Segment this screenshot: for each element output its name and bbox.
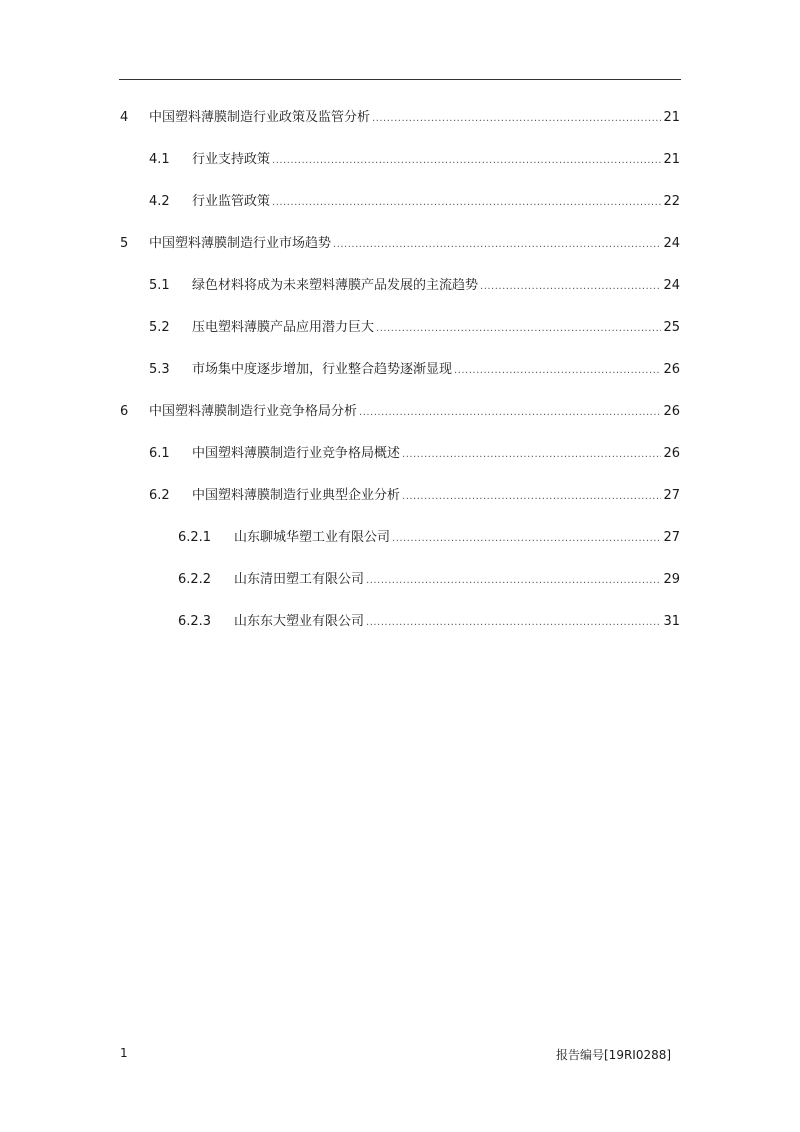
toc-dot-leader bbox=[272, 151, 661, 171]
toc-entry-title: 山东东大塑业有限公司 bbox=[234, 614, 365, 629]
toc-dot-leader bbox=[333, 235, 661, 255]
toc-dot-leader bbox=[402, 487, 661, 507]
toc-entry-title: 市场集中度逐步增加，行业整合趋势逐渐显现 bbox=[192, 362, 453, 377]
toc-dot-leader bbox=[372, 109, 661, 129]
toc-entry-title: 中国塑料薄膜制造行业竞争格局概述 bbox=[192, 446, 401, 461]
toc-entry-number: 6.1 bbox=[149, 446, 170, 461]
toc-entry-number: 6.2 bbox=[149, 488, 170, 503]
toc-dot-leader bbox=[454, 361, 661, 381]
toc-entry-number: 5.2 bbox=[149, 320, 170, 335]
toc-entry-6-2[interactable] bbox=[149, 486, 680, 506]
toc-dot-leader bbox=[376, 319, 661, 339]
toc-entry-title: 中国塑料薄膜制造行业政策及监管分析 bbox=[149, 110, 371, 125]
toc-entry-page: 24 bbox=[663, 236, 680, 251]
toc-entry-5-3[interactable] bbox=[149, 360, 680, 380]
toc-entry-page: 31 bbox=[663, 614, 680, 629]
toc-entry-title: 绿色材料将成为未来塑料薄膜产品发展的主流趋势 bbox=[192, 278, 479, 293]
footer-report-code: 报告编号[19RI0288] bbox=[556, 1048, 672, 1062]
toc-entry-page: 24 bbox=[663, 278, 680, 293]
toc-entry-4-1[interactable] bbox=[149, 150, 680, 170]
toc-entry-4[interactable] bbox=[120, 108, 680, 128]
toc-entry-number: 5 bbox=[120, 236, 129, 251]
toc-entry-6-2-3[interactable] bbox=[178, 612, 680, 632]
toc-entry-page: 26 bbox=[663, 404, 680, 419]
toc-dot-leader bbox=[480, 277, 661, 297]
toc-entry-number: 4.1 bbox=[149, 152, 170, 167]
toc-entry-6-2-2[interactable] bbox=[178, 570, 680, 590]
toc-entry-title: 山东聊城华塑工业有限公司 bbox=[234, 530, 391, 545]
toc-dot-leader bbox=[366, 571, 661, 591]
toc-entry-title: 行业支持政策 bbox=[192, 152, 271, 167]
toc-entry-5-1[interactable] bbox=[149, 276, 680, 296]
toc-dot-leader bbox=[359, 403, 661, 423]
toc-entry-page: 21 bbox=[663, 152, 680, 167]
toc-entry-page: 21 bbox=[663, 110, 680, 125]
toc-entry-title: 行业监管政策 bbox=[192, 194, 271, 209]
toc-entry-4-2[interactable] bbox=[149, 192, 680, 212]
toc-entry-number: 6.2.1 bbox=[178, 530, 212, 545]
toc-entry-title: 压电塑料薄膜产品应用潜力巨大 bbox=[192, 320, 375, 335]
toc-entry-6-1[interactable] bbox=[149, 444, 680, 464]
toc-entry-title: 中国塑料薄膜制造行业市场趋势 bbox=[149, 236, 332, 251]
toc-entry-number: 6 bbox=[120, 404, 129, 419]
toc-entry-number: 4.2 bbox=[149, 194, 170, 209]
toc-entry-page: 22 bbox=[663, 194, 680, 209]
toc-entry-title: 中国塑料薄膜制造行业竞争格局分析 bbox=[149, 404, 358, 419]
toc-entry-number: 6.2.2 bbox=[178, 572, 212, 587]
toc-dot-leader bbox=[272, 193, 661, 213]
toc-entry-5-2[interactable] bbox=[149, 318, 680, 338]
toc-entry-5[interactable] bbox=[120, 234, 680, 254]
footer-page-number: 1 bbox=[120, 1046, 128, 1060]
toc-entry-page: 26 bbox=[663, 446, 680, 461]
toc-entry-page: 29 bbox=[663, 572, 680, 587]
toc-entry-6[interactable] bbox=[120, 402, 680, 422]
toc-entry-number: 6.2.3 bbox=[178, 614, 212, 629]
toc-entry-page: 27 bbox=[663, 488, 680, 503]
toc-entry-title: 山东清田塑工有限公司 bbox=[234, 572, 365, 587]
toc-entry-page: 27 bbox=[663, 530, 680, 545]
toc-entry-title: 中国塑料薄膜制造行业典型企业分析 bbox=[192, 488, 401, 503]
toc-entry-number: 5.1 bbox=[149, 278, 170, 293]
toc-dot-leader bbox=[402, 445, 661, 465]
toc-entry-page: 25 bbox=[663, 320, 680, 335]
toc-entry-page: 26 bbox=[663, 362, 680, 377]
toc-entry-number: 4 bbox=[120, 110, 129, 125]
toc-entry-6-2-1[interactable] bbox=[178, 528, 680, 548]
toc-entry-number: 5.3 bbox=[149, 362, 170, 377]
toc-dot-leader bbox=[392, 529, 661, 549]
toc-dot-leader bbox=[366, 613, 661, 633]
